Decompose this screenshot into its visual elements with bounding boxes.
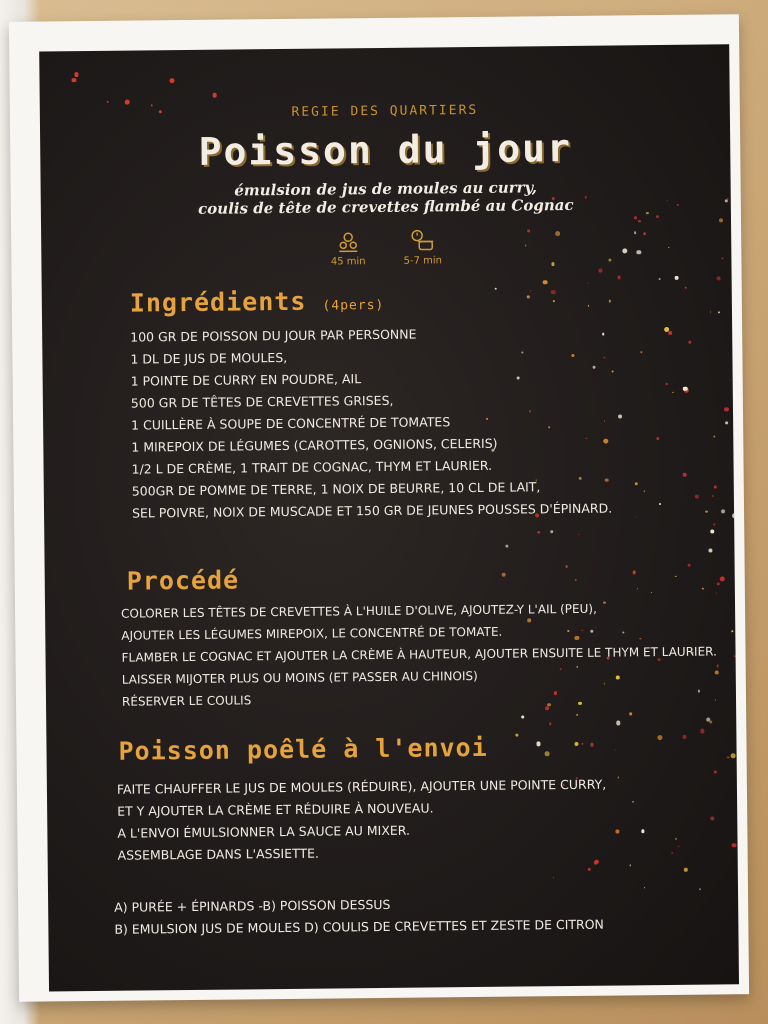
ingredients-heading [130, 286, 385, 318]
spice-speck [695, 495, 699, 499]
spice-speck [505, 545, 508, 548]
procede-list [121, 596, 717, 712]
list-item: 500GR DE POMME DE TERRE, 1 NOIX DE BEURRE, 10 CL DE LAIT, [131, 479, 541, 499]
prep-time [330, 228, 365, 267]
ingredients-servings: (4pers) [322, 297, 385, 314]
list-item: 1 CUILLÈRE À SOUPE DE CONCENTRÉ DE TOMATES [131, 414, 451, 433]
spice-speck [678, 845, 680, 847]
spice-speck [675, 838, 676, 839]
spice-speck [574, 742, 578, 746]
kicker-text: REGIE DES QUARTIERS [291, 102, 479, 120]
spice-speck [107, 101, 109, 103]
spice-speck [705, 510, 708, 513]
spice-speck [701, 588, 703, 590]
spice-speck [590, 743, 594, 747]
spice-speck [713, 436, 715, 438]
list-item: 1 POINTE DE CURRY EN POUDRE, AIL [130, 371, 362, 389]
spice-speck [529, 290, 530, 291]
assembly-line-2: B) EMULSION JUS DE MOULES D) COULIS DE CREVETTES ET ZESTE DE CITRON [114, 916, 604, 937]
spice-speck [731, 753, 736, 758]
spice-speck [685, 287, 687, 289]
spice-speck [549, 722, 551, 724]
spice-speck [536, 742, 541, 747]
list-item: SEL POIVRE, NOIX DE MUSCADE ET 150 GR DE JEUNES POUSSES D'ÉPINARD. [131, 500, 613, 521]
spice-speck [74, 72, 79, 77]
spice-speck [725, 422, 728, 425]
spice-speck [732, 630, 734, 632]
cooking-pot-timer-icon [409, 227, 435, 253]
spice-speck [587, 305, 589, 307]
spice-speck [521, 716, 524, 719]
spice-speck [634, 216, 637, 219]
spice-speck [550, 530, 554, 534]
spice-speck [575, 579, 577, 581]
ingredients-list [130, 322, 612, 525]
spice-speck [734, 655, 736, 657]
prep-ingredients-icon [335, 228, 361, 254]
spice-speck [710, 529, 714, 533]
spice-speck [682, 386, 687, 391]
spice-speck [537, 531, 540, 534]
spice-speck [656, 437, 660, 441]
procede-heading: Procédé [126, 565, 240, 596]
spice-speck [651, 592, 652, 593]
spice-speck [707, 718, 711, 722]
list-item: 500 GR DE TÊTES DE CREVETTES GRISES, [130, 392, 394, 411]
list-item: AJOUTER LES LÉGUMES MIREPOIX, LE CONCENTRÉ DE TOMATE. [121, 624, 503, 643]
spice-speck [730, 380, 731, 381]
list-item: 100 GR DE POISSON DU JOUR PAR PERSONNE [130, 326, 417, 345]
spice-speck [72, 78, 76, 82]
spice-speck [659, 278, 661, 280]
poisson-list [117, 774, 607, 867]
spice-speck [553, 877, 554, 878]
spice-speck [689, 341, 691, 343]
spice-speck [684, 868, 687, 871]
spice-speck [516, 733, 519, 736]
spice-speck [611, 370, 613, 372]
spice-speck [671, 852, 672, 853]
assembly-line-1: A) PURÉE + ÉPINARDS -B) POISSON DESSUS [114, 896, 391, 915]
spice-speck [125, 99, 130, 104]
spice-speck [632, 801, 633, 802]
spice-speck [614, 749, 616, 751]
spice-speck [629, 713, 631, 715]
spice-speck [717, 582, 720, 585]
spice-speck [566, 565, 568, 567]
recipe-title: Poisson du jour [198, 125, 573, 174]
subtitle-line-2: coulis de tête de crevettes flambé au Cognac [198, 195, 574, 218]
cook-time-label: 5-7 min [403, 255, 443, 267]
spice-speck [659, 503, 662, 506]
spice-speck [551, 290, 555, 294]
spice-speck [682, 472, 687, 477]
recipe-meta [41, 224, 731, 270]
spice-speck [644, 490, 645, 491]
spice-speck [641, 352, 642, 353]
spice-speck [582, 743, 584, 745]
list-item: 1 DL DE JUS DE MOULES, [130, 349, 288, 367]
spice-speck [720, 576, 725, 581]
spice-speck [618, 414, 622, 418]
assembly-list [114, 892, 604, 941]
spice-speck [635, 482, 638, 485]
spice-speck [495, 288, 497, 290]
list-item: ET Y AJOUTER LA CRÈME ET RÉDUIRE À NOUVEAU. [117, 800, 434, 819]
spice-speck [710, 312, 711, 313]
spice-speck [713, 485, 716, 488]
recipe-poster [39, 44, 739, 991]
list-item: 1 MIREPOIX DE LÉGUMES (CAROTTES, OGNIONS, CELERIS) [131, 435, 498, 455]
spice-speck [724, 407, 729, 412]
spice-speck [553, 300, 555, 302]
spice-speck [717, 276, 721, 280]
prep-time-label: 45 min [330, 256, 366, 268]
spice-speck [710, 817, 714, 821]
spice-speck [719, 218, 723, 222]
spice-speck [658, 735, 663, 740]
list-item: A L'ENVOI ÉMULSIONNER LA SAUCE AU MIXER. [117, 822, 411, 841]
spice-splatter-decoration [39, 44, 729, 51]
spice-speck [641, 830, 645, 834]
spice-speck [527, 295, 530, 298]
poisson-heading: Poisson poêlé à l'envoi [118, 732, 488, 766]
spice-speck [714, 524, 716, 526]
list-item: COLORER LES TÊTES DE CREVETTES À L'HUILE D'OLIVE, AJOUTEZ-Y L'AIL (PEU), [121, 601, 597, 621]
spice-speck [637, 588, 638, 589]
spice-speck [699, 889, 700, 890]
spice-speck [709, 548, 713, 552]
list-item: FAITE CHAUFFER LE JUS DE MOULES (RÉDUIRE), AJOUTER UNE POINTE CURRY, [116, 776, 607, 797]
spice-speck [714, 771, 717, 774]
spice-speck [674, 276, 678, 280]
spice-speck [501, 573, 505, 577]
recipe-sheet [9, 14, 749, 1002]
spice-speck [668, 331, 672, 335]
spice-speck [732, 843, 736, 847]
list-item: 1/2 L DE CRÈME, 1 TRAIT DE COGNAC, THYM ET LAURIER. [131, 457, 493, 477]
list-item: LAISSER MIJOTER PLUS OU MOINS (ET PASSER AU CHINOIS) [121, 668, 478, 687]
spice-speck [635, 516, 636, 517]
spice-speck [543, 280, 547, 284]
spice-speck [578, 534, 579, 535]
spice-speck [632, 570, 636, 574]
spice-speck [721, 509, 725, 513]
spice-speck [617, 777, 619, 779]
spice-speck [665, 383, 667, 385]
spice-speck [656, 215, 659, 218]
spice-speck [170, 78, 175, 83]
spice-speck [587, 282, 588, 283]
spice-speck [683, 735, 687, 739]
spice-speck [700, 729, 704, 733]
spice-speck [675, 575, 677, 577]
list-item: ASSEMBLAGE DANS L'ASSIETTE. [117, 845, 320, 863]
spice-speck [576, 714, 578, 716]
spice-speck [599, 269, 603, 273]
spice-speck [588, 868, 591, 871]
spice-speck [644, 887, 645, 888]
spice-speck [638, 220, 641, 223]
ingredients-title: Ingrédients [129, 286, 307, 318]
spice-speck [616, 830, 620, 834]
spice-speck [608, 300, 610, 302]
spice-speck [212, 93, 217, 98]
spice-speck [618, 276, 621, 279]
spice-speck [672, 391, 674, 393]
cook-time [403, 227, 442, 266]
subtitle-line-1: émulsion de jus de moules au curry, [234, 178, 538, 200]
spice-speck [718, 312, 720, 314]
list-item: FLAMBER LE COGNAC ET AJOUTER LA CRÈME À HAUTEUR, AJOUTER ENSUITE LE THYM ET LAURIER. [121, 644, 717, 665]
spice-speck [616, 721, 620, 725]
spice-speck [712, 495, 713, 496]
spice-speck [545, 751, 550, 756]
list-item: RÉSERVER LE COULIS [121, 693, 252, 709]
spice-speck [716, 592, 717, 593]
spice-speck [727, 756, 730, 759]
spice-speck [664, 327, 669, 332]
spice-speck [732, 514, 737, 519]
spice-speck [629, 864, 631, 866]
spice-speck [688, 564, 691, 567]
